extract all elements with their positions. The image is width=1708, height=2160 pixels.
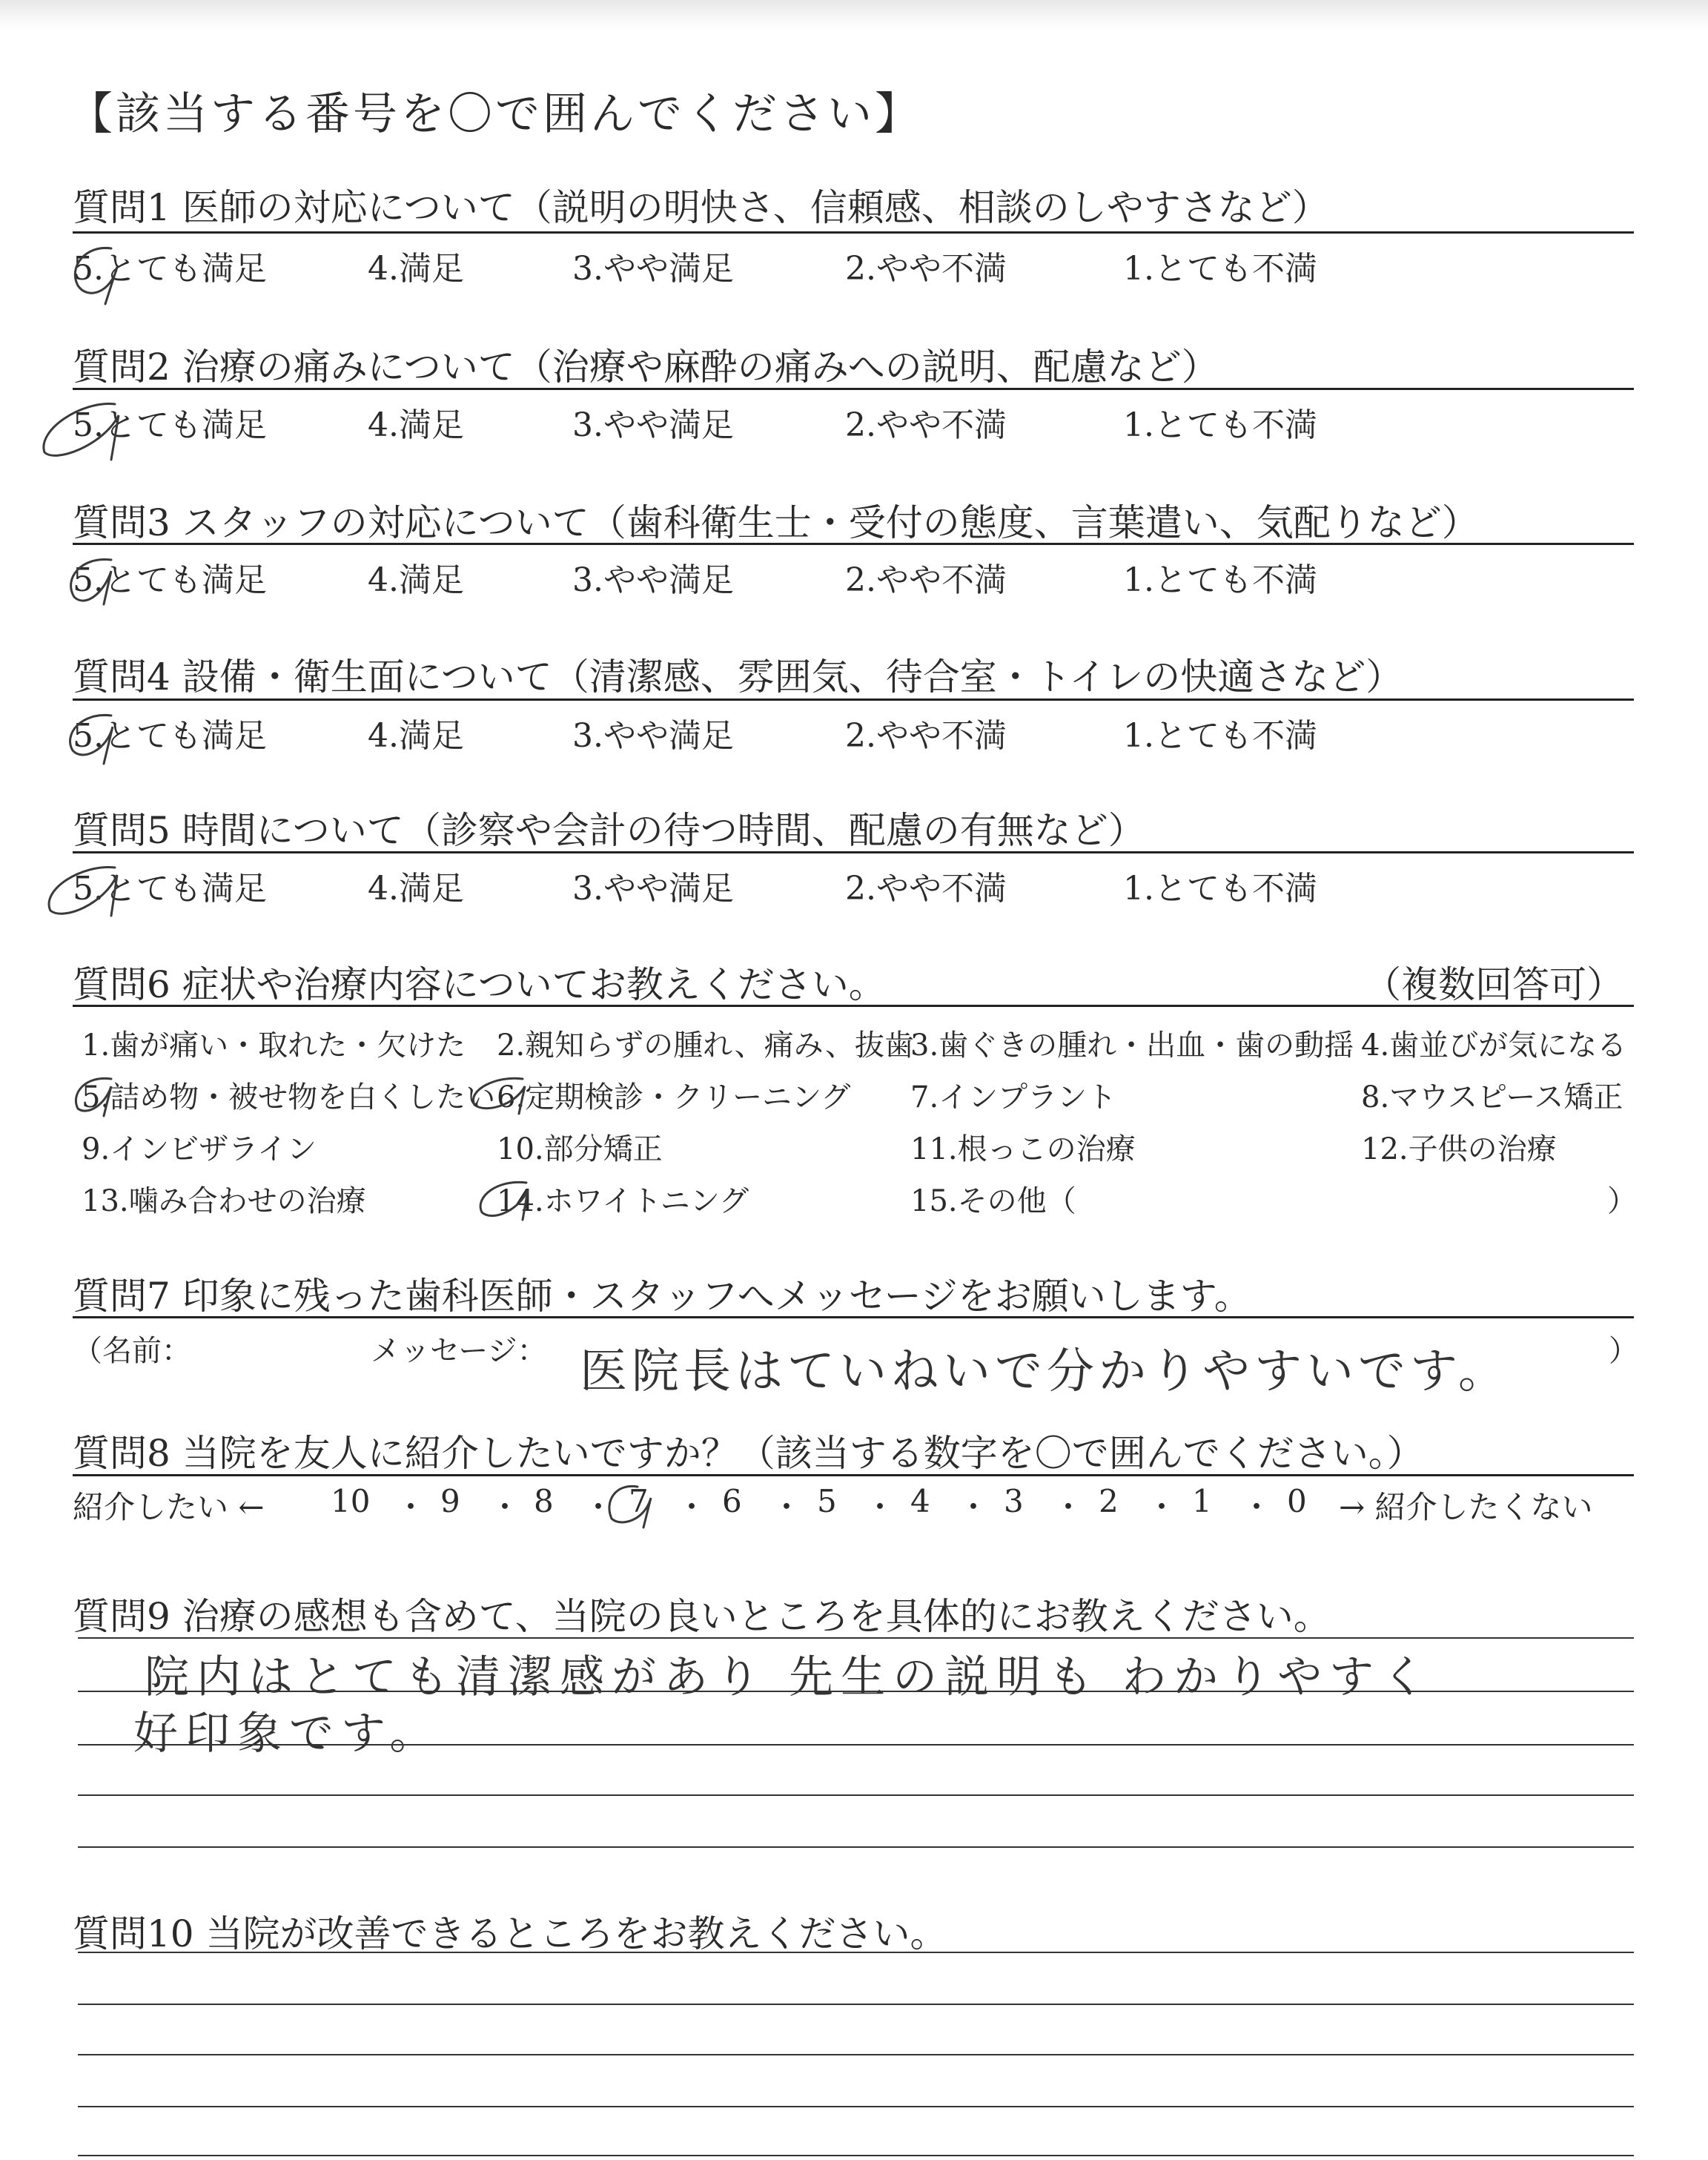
q10-write-line — [78, 2004, 1634, 2005]
scale-5[interactable]: 5 — [817, 1483, 837, 1519]
q6-item-4[interactable]: 4.歯並びが気になる — [1361, 1028, 1627, 1063]
q4-option-4[interactable]: 4.満足 — [368, 717, 464, 755]
question-2-label: 質問2 治療の痛みについて（治療や麻酔の痛みへの説明、配慮など） — [73, 346, 1219, 389]
scale-dot: ・ — [771, 1489, 803, 1525]
q7-name-label: （名前： — [73, 1334, 191, 1368]
scan-top-shadow — [0, 0, 1708, 30]
q3-option-2[interactable]: 2.やや不満 — [845, 561, 1007, 599]
q3-option-4[interactable]: 4.満足 — [368, 561, 464, 599]
scale-2[interactable]: 2 — [1099, 1483, 1119, 1519]
q9-write-line — [78, 1794, 1634, 1796]
q2-option-5[interactable]: 5.とても満足 — [73, 406, 267, 444]
q10-write-line — [78, 2054, 1634, 2055]
q3-option-1[interactable]: 1.とても不満 — [1123, 561, 1317, 599]
q4-option-1[interactable]: 1.とても不満 — [1123, 717, 1317, 755]
q6-item-3[interactable]: 3.歯ぐきの腫れ・出血・歯の動揺 — [910, 1028, 1354, 1063]
q7-close-paren: ） — [1609, 1334, 1638, 1368]
form-title: 【該当する番号を〇で囲んでください】 — [68, 88, 922, 140]
q2-option-2[interactable]: 2.やや不満 — [845, 406, 1007, 444]
q1-option-3[interactable]: 3.やや満足 — [572, 250, 734, 288]
question-6-rule — [73, 1005, 1634, 1007]
q7-message-label: メッセージ： — [371, 1334, 547, 1368]
question-4-rule — [73, 698, 1634, 701]
question-6-label: 質問6 症状や治療内容についてお教えください。 — [73, 963, 886, 1006]
scale-dot: ・ — [958, 1489, 990, 1525]
q10-write-line — [78, 2106, 1634, 2107]
question-7-rule — [73, 1316, 1634, 1318]
question-3-label: 質問3 スタッフの対応について（歯科衛生士・受付の態度、言葉遣い、気配りなど） — [73, 501, 1479, 544]
q5-option-3[interactable]: 3.やや満足 — [572, 870, 734, 908]
q5-option-5[interactable]: 5.とても満足 — [73, 870, 267, 908]
scale-dot: ・ — [583, 1489, 615, 1525]
q1-option-4[interactable]: 4.満足 — [368, 250, 464, 288]
q5-option-4[interactable]: 4.満足 — [368, 870, 464, 908]
q6-item-7[interactable]: 7.インプラント — [910, 1080, 1117, 1114]
q6-item-14[interactable]: 14.ホワイトニング — [497, 1184, 749, 1218]
scale-4[interactable]: 4 — [910, 1483, 930, 1519]
q3-option-5[interactable]: 5.とても満足 — [73, 561, 267, 599]
question-5-rule — [73, 851, 1634, 853]
scale-3[interactable]: 3 — [1004, 1483, 1024, 1519]
q9-handwritten-line-2[interactable]: 好印象です。 — [133, 1708, 442, 1760]
question-5-label: 質問5 時間について（診察や会計の待つ時間、配慮の有無など） — [73, 809, 1145, 852]
q6-item-8[interactable]: 8.マウスピース矯正 — [1361, 1080, 1623, 1114]
scale-10[interactable]: 10 — [331, 1483, 371, 1519]
q5-option-2[interactable]: 2.やや不満 — [845, 870, 1007, 908]
q9-handwritten-line-1[interactable]: 院内はとても清潔感があり 先生の説明も わかりやすく — [145, 1651, 1434, 1703]
question-3-rule — [73, 543, 1634, 545]
question-1-rule — [73, 231, 1634, 234]
q1-option-1[interactable]: 1.とても不満 — [1123, 250, 1317, 288]
q9-write-line — [78, 1637, 1634, 1639]
scale-0[interactable]: 0 — [1287, 1483, 1307, 1519]
question-2-rule — [73, 388, 1634, 390]
q6-item-13[interactable]: 13.噛み合わせの治療 — [82, 1184, 366, 1218]
question-10-label: 質問10 当院が改善できるところをお教えください。 — [73, 1912, 947, 1955]
scale-1[interactable]: 1 — [1192, 1483, 1212, 1519]
scale-dot: ・ — [1146, 1489, 1178, 1525]
q6-item-11[interactable]: 11.根っこの治療 — [910, 1132, 1136, 1166]
q10-write-line — [78, 1952, 1634, 1953]
q9-write-line — [78, 1846, 1634, 1848]
q6-item-10[interactable]: 10.部分矯正 — [497, 1132, 663, 1166]
q6-item-15-close: ） — [1607, 1184, 1637, 1218]
scale-7[interactable]: 7 — [629, 1483, 649, 1519]
q10-write-line — [78, 2155, 1634, 2156]
question-8-label: 質問8 当院を友人に紹介したいですか？（該当する数字を〇で囲んでください。） — [73, 1432, 1424, 1475]
q5-option-1[interactable]: 1.とても不満 — [1123, 870, 1317, 908]
q4-option-5[interactable]: 5.とても満足 — [73, 717, 267, 755]
scale-left-label: 紹介したい ← — [73, 1489, 265, 1525]
q7-handwritten-message[interactable]: 医院長はていねいで分かりやすいです。 — [580, 1344, 1510, 1399]
scale-8[interactable]: 8 — [534, 1483, 554, 1519]
q4-option-3[interactable]: 3.やや満足 — [572, 717, 734, 755]
scale-dot: ・ — [489, 1489, 521, 1525]
scale-dot: ・ — [1053, 1489, 1085, 1525]
q1-option-5[interactable]: 5.とても満足 — [73, 250, 267, 288]
scale-right-label: → 紹介したくない — [1339, 1489, 1593, 1525]
scale-dot: ・ — [395, 1489, 427, 1525]
q3-option-3[interactable]: 3.やや満足 — [572, 561, 734, 599]
q1-option-2[interactable]: 2.やや不満 — [845, 250, 1007, 288]
q6-item-2[interactable]: 2.親知らずの腫れ、痛み、抜歯 — [497, 1028, 914, 1063]
q2-option-1[interactable]: 1.とても不満 — [1123, 406, 1317, 444]
q6-item-6[interactable]: 6.定期検診・クリーニング — [497, 1080, 851, 1114]
question-6-multiple-note: （複数回答可） — [1364, 963, 1623, 1006]
question-7-label: 質問7 印象に残った歯科医師・スタッフへメッセージをお願いします。 — [73, 1275, 1251, 1318]
q6-item-1[interactable]: 1.歯が痛い・取れた・欠けた — [82, 1028, 466, 1063]
q6-item-15[interactable]: 15.その他（ — [910, 1184, 1076, 1218]
scale-dot: ・ — [864, 1489, 896, 1525]
q6-item-12[interactable]: 12.子供の治療 — [1361, 1132, 1557, 1166]
scale-6[interactable]: 6 — [722, 1483, 742, 1519]
question-9-label: 質問9 治療の感想も含めて、当院の良いところを具体的にお教えください。 — [73, 1595, 1331, 1638]
q4-option-2[interactable]: 2.やや不満 — [845, 717, 1007, 755]
question-4-label: 質問4 設備・衛生面について（清潔感、雰囲気、待合室・トイレの快適さなど） — [73, 655, 1403, 698]
q6-item-9[interactable]: 9.インビザライン — [82, 1132, 317, 1166]
scale-dot: ・ — [676, 1489, 708, 1525]
q6-item-5[interactable]: 5.詰め物・被せ物を白くしたい — [82, 1080, 496, 1114]
scale-9[interactable]: 9 — [440, 1483, 460, 1519]
question-1-label: 質問1 医師の対応について（説明の明快さ、信頼感、相談のしやすさなど） — [73, 186, 1329, 229]
q2-option-4[interactable]: 4.満足 — [368, 406, 464, 444]
q2-option-3[interactable]: 3.やや満足 — [572, 406, 734, 444]
scale-dot: ・ — [1241, 1489, 1273, 1525]
question-8-rule — [73, 1474, 1634, 1476]
